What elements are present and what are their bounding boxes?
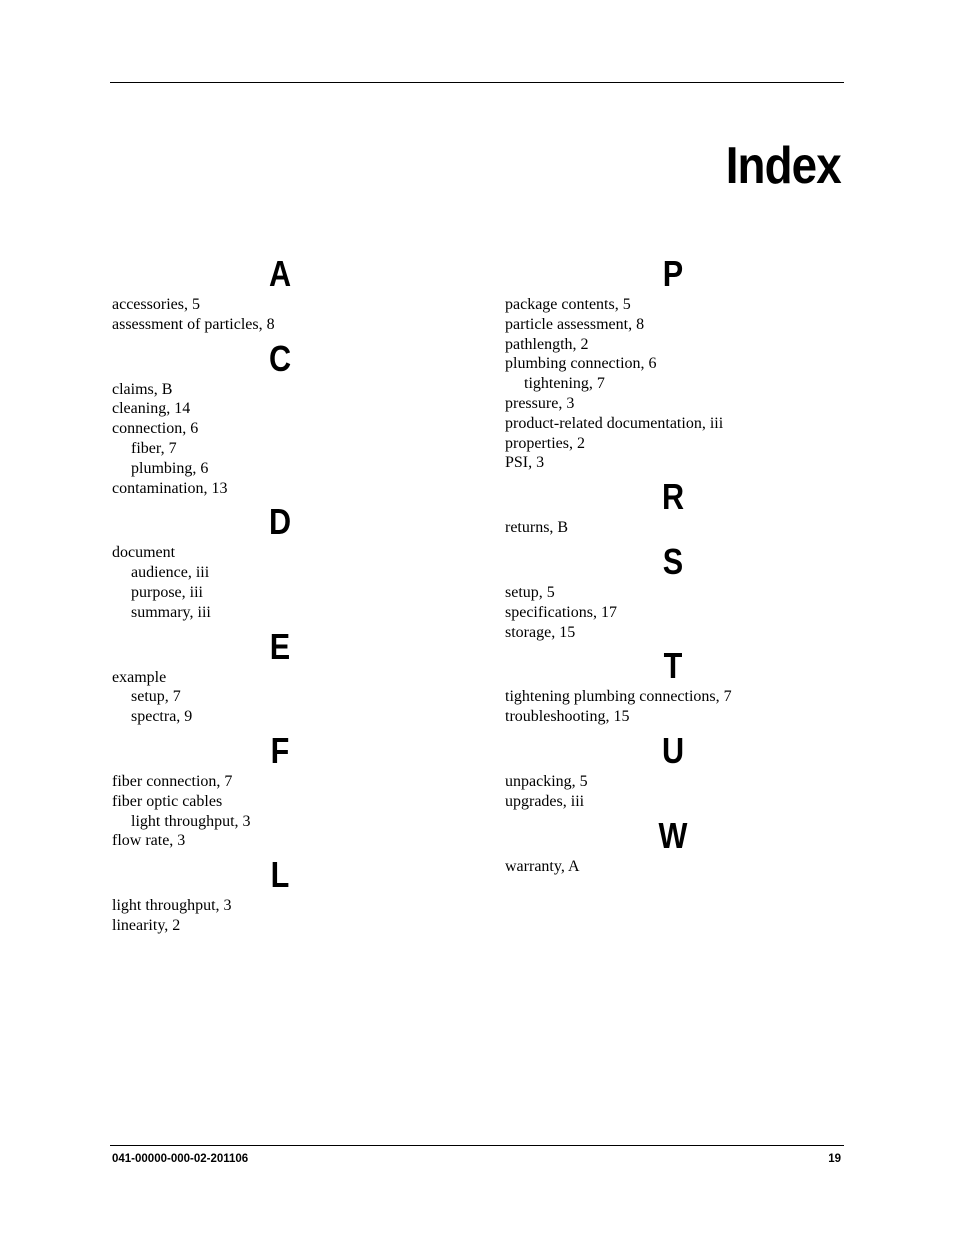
index-entry: claims, B <box>112 380 173 398</box>
index-entry: example <box>112 668 167 686</box>
index-entry: fiber connection, 7 <box>112 772 233 790</box>
index-subentry: spectra, 9 <box>131 708 193 726</box>
index-entry: setup, 5 <box>505 583 555 601</box>
section-letter: E <box>269 625 291 667</box>
section-letter: S <box>662 540 684 582</box>
document-number: 041-00000-000-02-201106 <box>112 1153 249 1165</box>
section-letter: W <box>658 814 688 856</box>
index-section-r <box>505 477 845 538</box>
index-section-d <box>112 502 452 622</box>
index-entry: accessories, 5 <box>112 296 200 313</box>
index-entry: warranty, A <box>505 857 580 875</box>
index-section-c <box>112 339 452 499</box>
index-entry: linearity, 2 <box>112 916 181 934</box>
index-subentry: fiber, 7 <box>131 439 177 457</box>
page-number: 19 <box>828 1153 841 1165</box>
section-letter: U <box>661 729 685 771</box>
section-letter: D <box>268 501 292 543</box>
index-entry: unpacking, 5 <box>505 772 588 790</box>
index-column-right <box>505 254 845 880</box>
index-entry: cleaning, 14 <box>112 400 191 418</box>
index-section-p <box>505 254 845 473</box>
footer-rule <box>110 1145 844 1146</box>
index-entry: storage, 15 <box>505 623 576 641</box>
index-entry: plumbing connection, 6 <box>505 355 657 373</box>
index-entry: fiber optic cables <box>112 792 223 810</box>
index-subentry: summary, iii <box>131 603 211 621</box>
index-subentry: purpose, iii <box>131 583 203 601</box>
index-entry: document <box>112 544 176 562</box>
index-subentry: plumbing, 6 <box>131 459 209 477</box>
index-section-a <box>112 254 452 335</box>
section-letter: T <box>663 645 683 687</box>
index-entry: light throughput, 3 <box>112 897 232 915</box>
section-letter: A <box>268 253 292 294</box>
section-letter: P <box>662 253 684 294</box>
index-entry: pathlength, 2 <box>505 335 589 353</box>
index-subentry: light throughput, 3 <box>131 812 251 830</box>
section-letter: F <box>270 729 290 771</box>
index-entry: package contents, 5 <box>505 296 631 313</box>
index-subentry: setup, 7 <box>131 688 181 706</box>
index-entry: returns, B <box>505 519 569 537</box>
index-entry: pressure, 3 <box>505 394 575 412</box>
index-entry: contamination, 13 <box>112 479 228 497</box>
index-entry: PSI, 3 <box>505 454 545 472</box>
index-entry: connection, 6 <box>112 420 199 438</box>
index-section-f <box>112 731 452 851</box>
index-entry: assessment of particles, 8 <box>112 315 275 333</box>
index-entry: troubleshooting, 15 <box>505 708 630 726</box>
section-letter: L <box>270 854 290 896</box>
index-entry: properties, 2 <box>505 434 585 452</box>
index-section-t <box>505 646 845 727</box>
section-letter: R <box>661 476 685 518</box>
index-entry: specifications, 17 <box>505 603 617 621</box>
index-entry: tightening plumbing connections, 7 <box>505 688 732 706</box>
index-entry: particle assessment, 8 <box>505 315 645 333</box>
index-subentry: tightening, 7 <box>524 375 605 393</box>
index-column-left <box>112 254 452 940</box>
index-entry: product-related documentation, iii <box>505 414 724 432</box>
page-title: Index <box>725 137 841 195</box>
section-letter: C <box>268 337 292 379</box>
index-section-w <box>505 816 845 877</box>
index-section-l <box>112 855 452 936</box>
header-rule <box>110 82 844 83</box>
index-section-s <box>505 542 845 642</box>
index-section-u <box>505 731 845 812</box>
index-section-e <box>112 627 452 727</box>
index-entry: upgrades, iii <box>505 792 585 810</box>
index-entry: flow rate, 3 <box>112 832 186 850</box>
index-subentry: audience, iii <box>131 564 210 582</box>
